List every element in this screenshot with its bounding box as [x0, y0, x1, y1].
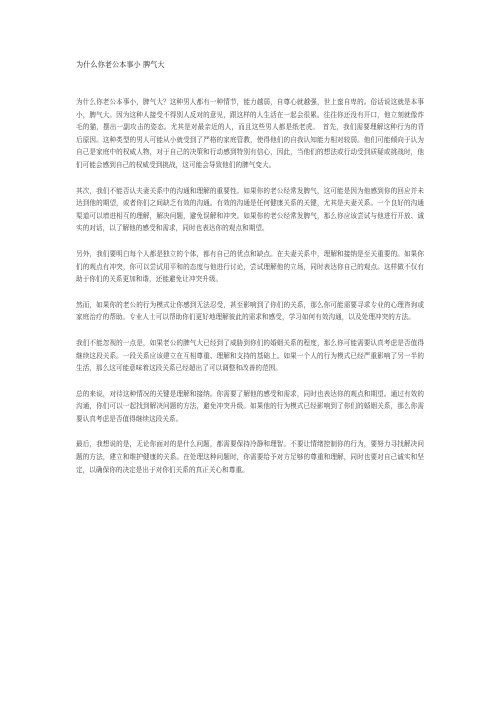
paragraph-5: 我们不能忽视的一点是，如果老公的脾气大已经到了威胁到你们的婚姻关系的程度，那么你可能需要认真考虑是否值得继续这段关系。一段关系应该建立在互相尊重、理解和支持的基础上。如果一个人的行为模式已经严重影响了另一半的生活，那么这可能意味着这段关系已经超出了可以调整和改善的范围。: [76, 338, 424, 373]
paragraph-7: 最后，我想说的是，无论你面对的是什么问题，都需要保持冷静和理智。不要让情绪控制你的行为，要努力寻找解决问题的方法，建立和维护健康的关系。在处理这种问题时，你需要给予对方足够的尊重和理解，同时也要对自己诚实和坚定，以确保你的决定是出于对你们关系的真正关心和尊重。: [76, 440, 424, 474]
paragraph-2: 其次，我们不能否认夫妻关系中的沟通和理解的重要性。如果你的老公经常发脾气，这可能是因为他感到你的回应并未达到他的期望，或者你们之间缺乏有效的沟通。有效的沟通是任何健康关系的关键，尤其是夫妻关系。一个良好的沟通渠道可以增进相互的理解，解决问题，避免误解和冲突。如果你的老公经常发脾气，那么你应该尝试与他进行开放、诚实的对话，以了解他的感受和需求，同时也表达你的观点和期望。: [76, 186, 424, 233]
paragraph-4: 然而，如果你的老公的行为模式让你感到无法忍受，甚至影响到了你们的关系，那么你可能需要寻求专业的心理咨询或家庭治疗的帮助。专业人士可以帮助你们更好地理解彼此的需求和感受，学习如何有效沟通，以及处理冲突的方法。: [76, 300, 424, 322]
paragraph-1: 为什么你老公本事小，脾气大？这种男人都有一种情节，能力越弱，自尊心就越强，世上蛮自卑的。俗话说这就是本事小，脾气大。因为这种人接受不得别人反对的意见，跟这样的人生活在一起会很累。往往你还没有开口，他立刻就像炸毛的猫，摆出一副攻击的姿态。尤其是对最亲近的人，而且这些男人都是纸老虎。 首先，我们需要理解这种行为的背后原因。这种类型的男人可能从小就受到了严格的家庭管教，使得他们的自我认知能力相对较弱。他们可能倾向于认为自己是家庭中的权威人物，对于自己的决策和行动感到特别有信心，因此，当他们的想法或行动受到质疑或挑战时，他们可能会感到自己的权威受到挑战，这可能会导致他们的脾气变大。: [76, 98, 424, 169]
paragraph-3: 另外，我们要明白每个人都是独立的个体，都有自己的优点和缺点。在夫妻关系中，理解和接纳是至关重要的。如果你们的观点有冲突，你可以尝试用平和的态度与他进行讨论，尝试理解他的立场，同时表达你自己的观点。这样做不仅有助于你们的关系更加和谐，还能避免让冲突升级。: [76, 249, 424, 284]
document-title: 为什么你老公本事小 脾气大: [76, 60, 165, 69]
paragraph-6: 总的来说，对待这种情况的关键是理解和接纳。你需要了解他的感受和需求，同时也表达你的观点和期望。通过有效的沟通，你们可以一起找到解决问题的方法，避免冲突升级。如果他的行为模式已经影响到了你们的婚姻关系，那么你需要认真考虑是否值得继续这段关系。: [76, 389, 424, 423]
